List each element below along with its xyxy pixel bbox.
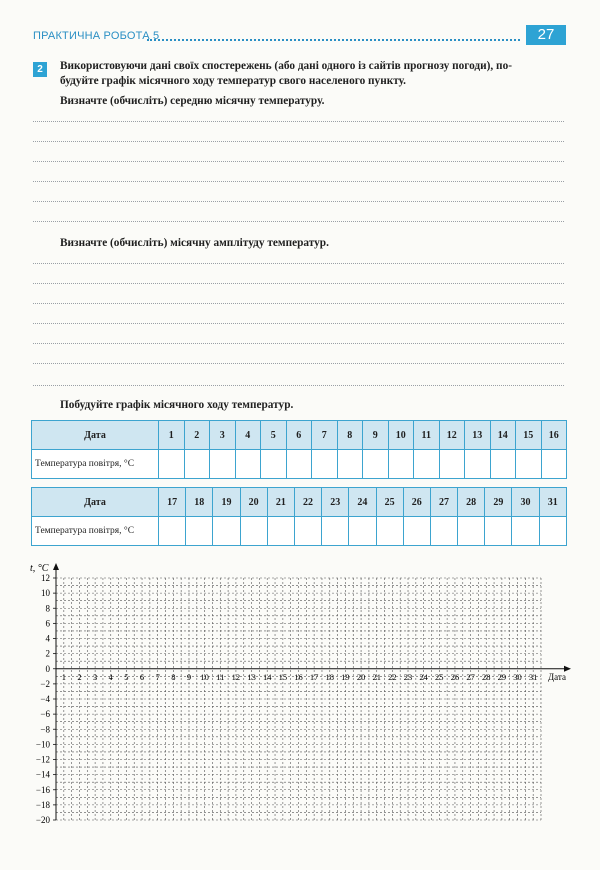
x-tick-label: 20 bbox=[356, 671, 366, 682]
x-tick-label: 5 bbox=[124, 671, 129, 682]
temperature-input-cell[interactable] bbox=[539, 517, 566, 546]
date-cell: 15 bbox=[516, 421, 542, 450]
x-tick-label: 4 bbox=[108, 671, 113, 682]
table-row-temperatures bbox=[32, 450, 567, 479]
temperature-input-cell[interactable] bbox=[485, 517, 512, 546]
x-axis-label: Дата bbox=[548, 671, 566, 682]
y-tick-label: 0 bbox=[45, 663, 50, 674]
temperature-input-cell[interactable] bbox=[388, 450, 414, 479]
temperature-input-cell[interactable] bbox=[159, 450, 185, 479]
temperature-table-1 bbox=[31, 420, 567, 479]
temperature-input-cell[interactable] bbox=[363, 450, 389, 479]
y-tick-label: 10 bbox=[41, 588, 50, 599]
date-header: Дата bbox=[32, 421, 159, 450]
x-tick-label: 18 bbox=[325, 671, 335, 682]
task-text-line-2: будуйте графік місячного ходу температур свого населеного пункту. bbox=[60, 75, 406, 87]
x-tick-label: 8 bbox=[171, 671, 176, 682]
temperature-input-cell[interactable] bbox=[294, 517, 321, 546]
x-tick-label: 16 bbox=[294, 671, 303, 682]
x-tick-label: 24 bbox=[419, 671, 428, 682]
y-tick-label: −8 bbox=[40, 724, 50, 735]
temperature-input-cell[interactable] bbox=[322, 517, 349, 546]
x-tick-label: 25 bbox=[435, 671, 444, 682]
x-tick-label: 14 bbox=[262, 671, 272, 682]
task-number-badge: 2 bbox=[33, 62, 47, 77]
date-cell: 8 bbox=[337, 421, 363, 450]
temperature-input-cell[interactable] bbox=[286, 450, 312, 479]
temperature-graph-grid[interactable] bbox=[0, 560, 600, 835]
date-cell: 20 bbox=[240, 488, 267, 517]
date-cell: 24 bbox=[349, 488, 376, 517]
x-tick-label: 19 bbox=[341, 671, 350, 682]
x-tick-label: 26 bbox=[450, 671, 460, 682]
temperature-input-cell[interactable] bbox=[186, 517, 213, 546]
y-tick-label: −20 bbox=[35, 815, 50, 825]
temperature-input-cell[interactable] bbox=[465, 450, 491, 479]
date-cell: 26 bbox=[403, 488, 430, 517]
date-cell: 31 bbox=[539, 488, 566, 517]
y-tick-label: 2 bbox=[45, 648, 50, 659]
date-cell: 16 bbox=[541, 421, 567, 450]
temperature-input-cell[interactable] bbox=[376, 517, 403, 546]
date-cell: 14 bbox=[490, 421, 516, 450]
y-tick-label: 12 bbox=[41, 573, 50, 583]
date-cell: 4 bbox=[235, 421, 261, 450]
temperature-input-cell[interactable] bbox=[337, 450, 363, 479]
header-divider bbox=[147, 39, 520, 41]
temperature-input-cell[interactable] bbox=[439, 450, 465, 479]
temperature-input-cell[interactable] bbox=[458, 517, 485, 546]
temperature-input-cell[interactable] bbox=[414, 450, 440, 479]
date-cell: 27 bbox=[430, 488, 457, 517]
x-tick-label: 9 bbox=[186, 671, 192, 682]
date-cell: 17 bbox=[159, 488, 186, 517]
temperature-input-cell[interactable] bbox=[213, 517, 240, 546]
temperature-input-cell[interactable] bbox=[184, 450, 210, 479]
temperature-header: Температура повітря, °С bbox=[32, 450, 159, 479]
date-cell: 30 bbox=[512, 488, 539, 517]
date-cell: 5 bbox=[261, 421, 287, 450]
y-axis-tick-labels bbox=[36, 573, 56, 825]
date-cell: 9 bbox=[363, 421, 389, 450]
temperature-input-cell[interactable] bbox=[267, 517, 294, 546]
temperature-table-2 bbox=[31, 487, 567, 546]
graph-grid-lines bbox=[56, 578, 541, 820]
date-cell: 3 bbox=[210, 421, 236, 450]
date-cell: 28 bbox=[458, 488, 485, 517]
date-cell: 1 bbox=[159, 421, 185, 450]
date-header: Дата bbox=[32, 488, 159, 517]
x-tick-label: 30 bbox=[513, 671, 522, 682]
temperature-input-cell[interactable] bbox=[261, 450, 287, 479]
y-tick-label: −16 bbox=[35, 784, 50, 795]
date-cell: 10 bbox=[388, 421, 414, 450]
y-tick-label: 4 bbox=[45, 633, 50, 644]
temperature-input-cell[interactable] bbox=[240, 517, 267, 546]
header-title: ПРАКТИЧНА РОБОТА 5 bbox=[33, 30, 160, 42]
table-row-dates bbox=[32, 488, 567, 517]
temperature-input-cell[interactable] bbox=[349, 517, 376, 546]
y-tick-label: −14 bbox=[35, 769, 50, 780]
temperature-input-cell[interactable] bbox=[512, 517, 539, 546]
date-cell: 7 bbox=[312, 421, 338, 450]
x-tick-label: 15 bbox=[278, 671, 288, 682]
x-tick-label: 7 bbox=[155, 671, 160, 682]
temperature-input-cell[interactable] bbox=[430, 517, 457, 546]
date-cell: 25 bbox=[376, 488, 403, 517]
y-tick-label: 6 bbox=[45, 618, 50, 629]
page-number: 27 bbox=[526, 25, 566, 45]
temperature-input-cell[interactable] bbox=[312, 450, 338, 479]
y-tick-label: −10 bbox=[35, 739, 50, 750]
question-average-temperature: Визначте (обчисліть) середню місячну температуру. bbox=[60, 95, 325, 107]
date-cell: 21 bbox=[267, 488, 294, 517]
date-cell: 18 bbox=[186, 488, 213, 517]
question-build-graph: Побудуйте графік місячного ходу температур. bbox=[60, 399, 294, 411]
temperature-header: Температура повітря, °С bbox=[32, 517, 159, 546]
x-tick-label: 29 bbox=[497, 671, 507, 682]
x-tick-label: 11 bbox=[216, 671, 225, 682]
page-header bbox=[33, 27, 566, 47]
temperature-input-cell[interactable] bbox=[210, 450, 236, 479]
date-cell: 23 bbox=[322, 488, 349, 517]
x-tick-label: 3 bbox=[92, 671, 98, 682]
y-axis-label: t, °C bbox=[30, 563, 49, 574]
y-tick-label: −12 bbox=[35, 754, 50, 765]
temperature-input-cell[interactable] bbox=[541, 450, 567, 479]
x-tick-label: 23 bbox=[403, 671, 413, 682]
x-tick-label: 17 bbox=[309, 671, 319, 682]
y-tick-label: −2 bbox=[40, 678, 50, 689]
y-tick-label: −18 bbox=[35, 799, 50, 810]
x-tick-label: 31 bbox=[528, 671, 538, 682]
y-tick-label: −6 bbox=[40, 709, 50, 720]
x-axis-tick-labels bbox=[62, 672, 538, 682]
date-cell: 11 bbox=[414, 421, 440, 450]
temperature-input-cell[interactable] bbox=[516, 450, 542, 479]
x-tick-label: 12 bbox=[231, 671, 241, 682]
date-cell: 22 bbox=[294, 488, 321, 517]
x-tick-label: 10 bbox=[200, 671, 209, 682]
date-cell: 6 bbox=[286, 421, 312, 450]
date-cell: 12 bbox=[439, 421, 465, 450]
question-amplitude: Визначте (обчисліть) місячну амплітуду температур. bbox=[60, 237, 329, 249]
y-axis-arrow-icon bbox=[53, 563, 59, 570]
table-row-temperatures bbox=[32, 517, 567, 546]
x-tick-label: 6 bbox=[139, 671, 145, 682]
y-tick-label: −4 bbox=[40, 694, 50, 704]
x-tick-label: 1 bbox=[61, 671, 66, 682]
date-cell: 2 bbox=[184, 421, 210, 450]
date-cell: 13 bbox=[465, 421, 491, 450]
x-tick-label: 22 bbox=[388, 671, 397, 682]
y-tick-label: 8 bbox=[45, 603, 50, 614]
date-cell: 29 bbox=[485, 488, 512, 517]
task-text-line-1: Використовуючи дані своїх спостережень (або дані одного із сайтів прогнозу погоди), по- bbox=[60, 60, 512, 72]
temperature-input-cell[interactable] bbox=[403, 517, 430, 546]
x-tick-label: 2 bbox=[77, 671, 82, 682]
temperature-input-cell[interactable] bbox=[235, 450, 261, 479]
x-tick-label: 13 bbox=[247, 671, 256, 682]
date-cell: 19 bbox=[213, 488, 240, 517]
x-tick-label: 21 bbox=[372, 671, 381, 682]
x-tick-label: 28 bbox=[481, 671, 491, 682]
temperature-input-cell[interactable] bbox=[159, 517, 186, 546]
temperature-input-cell[interactable] bbox=[490, 450, 516, 479]
x-tick-label: 27 bbox=[466, 671, 475, 682]
table-row-dates bbox=[32, 421, 567, 450]
